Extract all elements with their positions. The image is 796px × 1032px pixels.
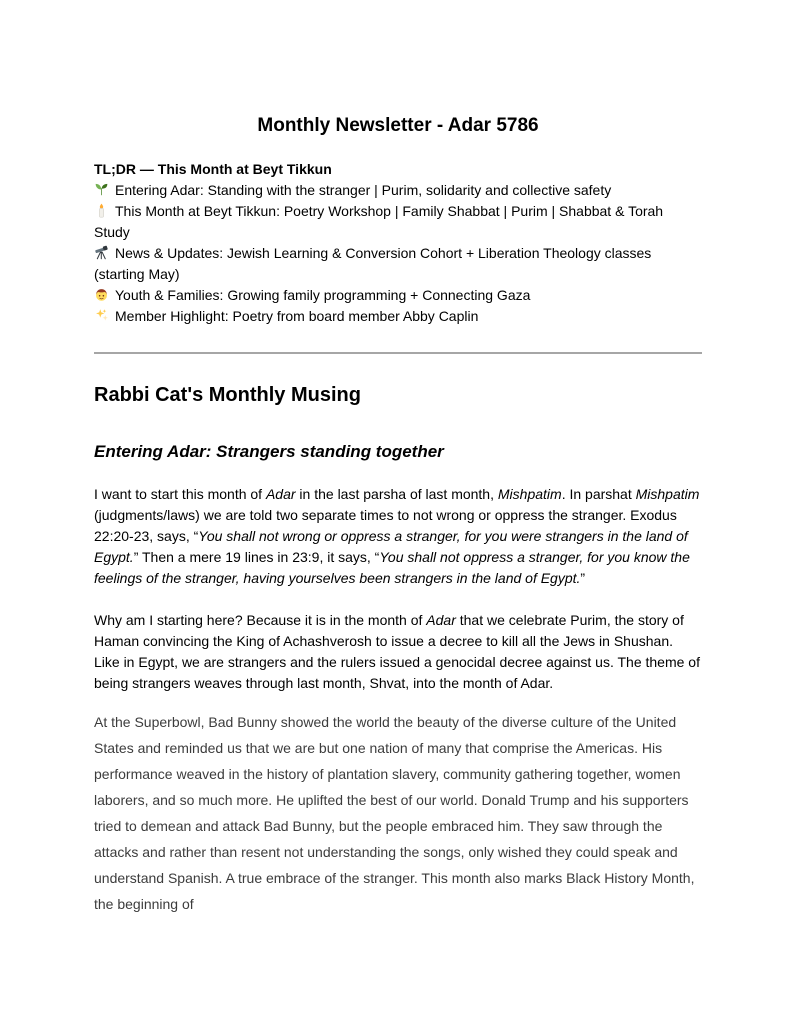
tldr-item-text: News & Updates: Jewish Learning & Conversion Cohort + Liberation Theology classes (starting May) bbox=[94, 245, 652, 282]
tldr-item-text: Member Highlight: Poetry from board member Abby Caplin bbox=[115, 308, 479, 324]
document-title: Monthly Newsletter - Adar 5786 bbox=[257, 115, 539, 136]
telescope-icon bbox=[94, 245, 109, 260]
musing-heading: Rabbi Cat's Monthly Musing bbox=[94, 384, 361, 406]
musing-section bbox=[94, 382, 702, 917]
tldr-item bbox=[94, 306, 702, 327]
tldr-list bbox=[94, 180, 702, 327]
tldr-heading: TL;DR — This Month at Beyt Tikkun bbox=[94, 161, 332, 177]
tldr-item bbox=[94, 243, 702, 285]
sparkles-icon bbox=[94, 308, 109, 323]
musing-paragraphs bbox=[94, 484, 702, 917]
tldr-item-text: Entering Adar: Standing with the stranger | Purim, solidarity and collective safety bbox=[115, 182, 612, 198]
tldr-section bbox=[94, 159, 702, 327]
candle-icon bbox=[94, 203, 109, 218]
tldr-item bbox=[94, 285, 702, 306]
paragraph: I want to start this month of Adar in the last parsha of last month, Mishpatim. In parshat Mishpatim (judgments/laws) we are told two separate times to not wrong or oppress the stranger. Exodus 22:20-23, says, “You shall not wrong or oppress a stranger, for you were strangers in the land of Egypt.” Then a mere 19 lines in 23:9, it says, “You shall not oppress a stranger, for you know the feelings of the stranger, having yourselves been strangers in the land of Egypt.” bbox=[94, 486, 700, 586]
musing-subheading: Entering Adar: Strangers standing together bbox=[94, 442, 444, 461]
seedling-icon bbox=[94, 182, 109, 197]
paragraph: At the Superbowl, Bad Bunny showed the world the beauty of the diverse culture of the United States and reminded us that we are but one nation of many that comprise the Americas. His performance weaved in the history of plantation slavery, community gathering together, women laborers, and so much more. He uplifted the best of our world. Donald Trump and his supporters tried to demean and attack Bad Bunny, but the people embraced him. They saw through the attacks and rather than resent not understanding the songs, only wished they could speak and understand Spanish. A true embrace of the stranger. This month also marks Black History Month, the beginning of bbox=[94, 714, 695, 912]
tldr-item-text: This Month at Beyt Tikkun: Poetry Workshop | Family Shabbat | Purim | Shabbat & Torah Study bbox=[94, 203, 664, 240]
tldr-item-text: Youth & Families: Growing family programming + Connecting Gaza bbox=[115, 287, 531, 303]
paragraph: Why am I starting here? Because it is in the month of Adar that we celebrate Purim, the story of Haman convincing the King of Achashverosh to issue a decree to kill all the Jews in Shushan. Like in Egypt, we are strangers and the rulers issued a genocidal decree against us. The theme of being strangers weaves through last month, Shvat, into the month of Adar. bbox=[94, 612, 700, 691]
tldr-item bbox=[94, 201, 702, 243]
boy-icon bbox=[94, 287, 109, 302]
tldr-item bbox=[94, 180, 702, 201]
section-divider bbox=[94, 352, 702, 354]
